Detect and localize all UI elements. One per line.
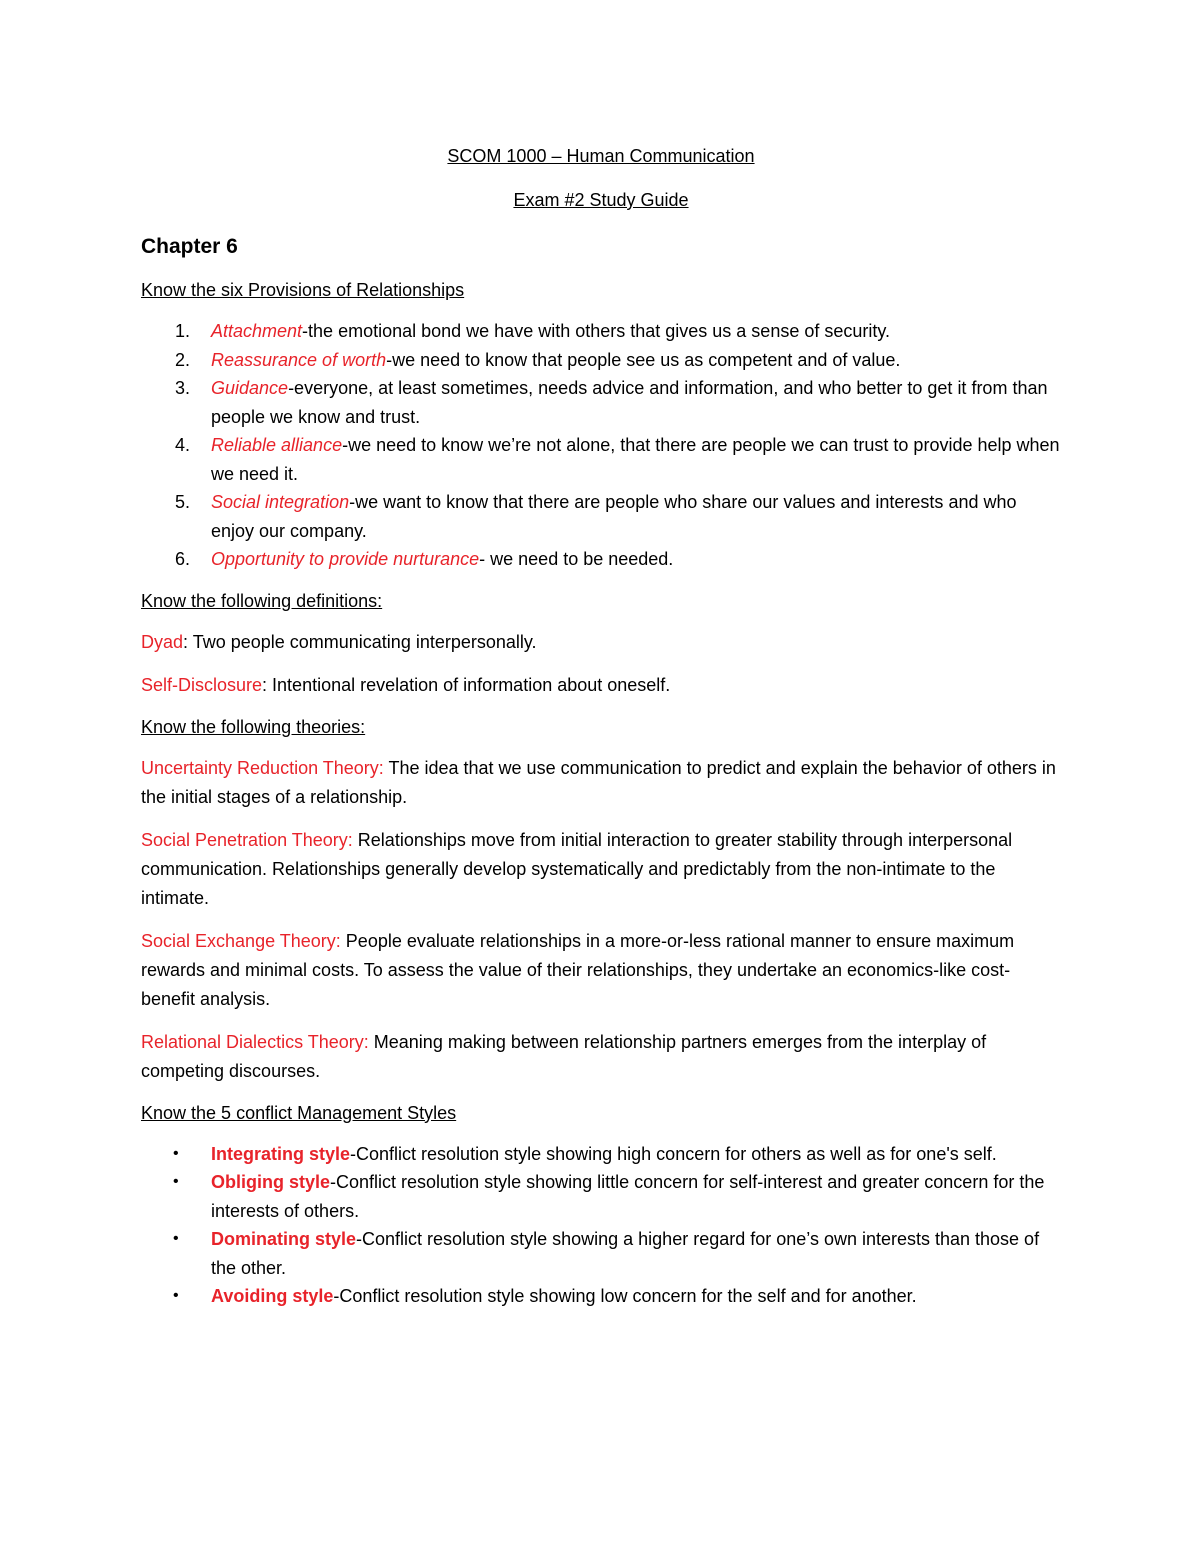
provision-item xyxy=(141,374,1061,431)
provisions-list xyxy=(141,317,1061,574)
provision-item xyxy=(141,317,1061,346)
conflict-style-term: Integrating style xyxy=(211,1143,351,1164)
list-number: 2. xyxy=(175,349,191,370)
provision-item xyxy=(141,488,1061,545)
theory-term: Relational Dialectics Theory: xyxy=(141,1031,369,1052)
bullet-icon: • xyxy=(173,1144,179,1162)
provision-term: Social integration xyxy=(211,492,350,512)
definition-term: Self-Disclosure xyxy=(141,674,263,695)
provision-term: Reliable alliance xyxy=(211,435,343,455)
conflict-heading: Know the 5 conflict Management Styles xyxy=(141,1102,457,1123)
provision-term: Opportunity to provide nurturance xyxy=(211,549,480,569)
definition-dyad xyxy=(141,628,1061,657)
conflict-style-item xyxy=(141,1140,1061,1169)
bullet-icon: • xyxy=(173,1230,179,1247)
theory-text: The idea that we use communication to predict and explain the behavior of others in the initial stages of a relationship. xyxy=(141,757,1056,807)
theory-text: People evaluate relationships in a more-or-less rational manner to ensure maximum rewards and minimal costs. To assess the value of their relationships, they undertake an economics-like cost-benefit analysis. xyxy=(141,930,1015,1009)
bullet-icon: • xyxy=(173,1173,179,1190)
definition-self-disclosure xyxy=(141,671,1061,700)
list-number: 1. xyxy=(175,321,191,341)
theory-text: Relationships move from initial interaction to greater stability through interpersonal communication. Relationships generally develop systematically and predictably from the non-intimate to the intimate. xyxy=(141,829,1013,908)
definitions-heading: Know the following definitions: xyxy=(141,590,383,611)
document-content xyxy=(141,143,1061,1311)
provision-text: -we want to know that there are people who share our values and interests and who enjoy our company. xyxy=(211,492,1017,541)
bullet-icon: • xyxy=(173,1287,179,1304)
provision-item xyxy=(141,545,1061,574)
provision-text: -we need to know that people see us as competent and of value. xyxy=(386,349,901,370)
theory-term: Social Exchange Theory: xyxy=(141,930,341,951)
provisions-heading: Know the six Provisions of Relationships xyxy=(141,280,465,300)
conflict-style-item xyxy=(141,1225,1061,1282)
theory-uncertainty-reduction xyxy=(141,754,1061,812)
theory-social-exchange xyxy=(141,927,1061,1014)
list-number: 6. xyxy=(175,549,191,569)
provision-item xyxy=(141,431,1061,488)
theory-social-penetration xyxy=(141,826,1061,913)
conflict-style-term: Avoiding style xyxy=(211,1286,334,1306)
guide-title: Exam #2 Study Guide xyxy=(513,190,689,210)
conflict-style-text: -Conflict resolution style showing high concern for others as well as for one's self. xyxy=(350,1143,997,1164)
conflict-style-text: -Conflict resolution style showing little concern for self-interest and greater concern for the interests of others. xyxy=(211,1172,1045,1221)
chapter-heading: Chapter 6 xyxy=(141,235,238,258)
provision-text: -the emotional bond we have with others that gives us a sense of security. xyxy=(302,321,891,341)
conflict-style-term: Obliging style xyxy=(211,1172,331,1192)
definition-term: Dyad xyxy=(141,631,184,652)
theory-term: Uncertainty Reduction Theory: xyxy=(141,757,384,778)
provision-term: Attachment xyxy=(211,321,303,341)
conflict-style-item xyxy=(141,1168,1061,1225)
theory-text: Meaning making between relationship partners emerges from the interplay of competing discourses. xyxy=(141,1031,987,1081)
course-title: SCOM 1000 – Human Communication xyxy=(447,146,755,166)
theories-heading: Know the following theories: xyxy=(141,716,366,737)
provision-term: Guidance xyxy=(211,378,289,398)
list-number: 3. xyxy=(175,378,191,398)
conflict-styles-list xyxy=(141,1140,1061,1311)
provision-item xyxy=(141,346,1061,375)
provision-text: -we need to know we’re not alone, that there are people we can trust to provide help when we need it. xyxy=(211,435,1060,484)
definition-text: : Intentional revelation of information about oneself. xyxy=(262,674,671,695)
definition-text: : Two people communicating interpersonally. xyxy=(183,631,537,652)
list-number: 4. xyxy=(175,435,191,455)
provision-term: Reassurance of worth xyxy=(211,349,387,370)
conflict-style-term: Dominating style xyxy=(211,1229,357,1249)
conflict-style-text: -Conflict resolution style showing low concern for the self and for another. xyxy=(333,1286,917,1306)
provision-text: - we need to be needed. xyxy=(479,549,674,569)
provision-text: -everyone, at least sometimes, needs advice and information, and who better to get it from than people we know and trust. xyxy=(211,378,1048,427)
list-number: 5. xyxy=(175,492,191,512)
conflict-style-text: -Conflict resolution style showing a higher regard for one’s own interests than those of the other. xyxy=(211,1229,1040,1278)
theory-relational-dialectics xyxy=(141,1028,1061,1086)
theory-term: Social Penetration Theory: xyxy=(141,829,353,850)
conflict-style-item xyxy=(141,1282,1061,1311)
